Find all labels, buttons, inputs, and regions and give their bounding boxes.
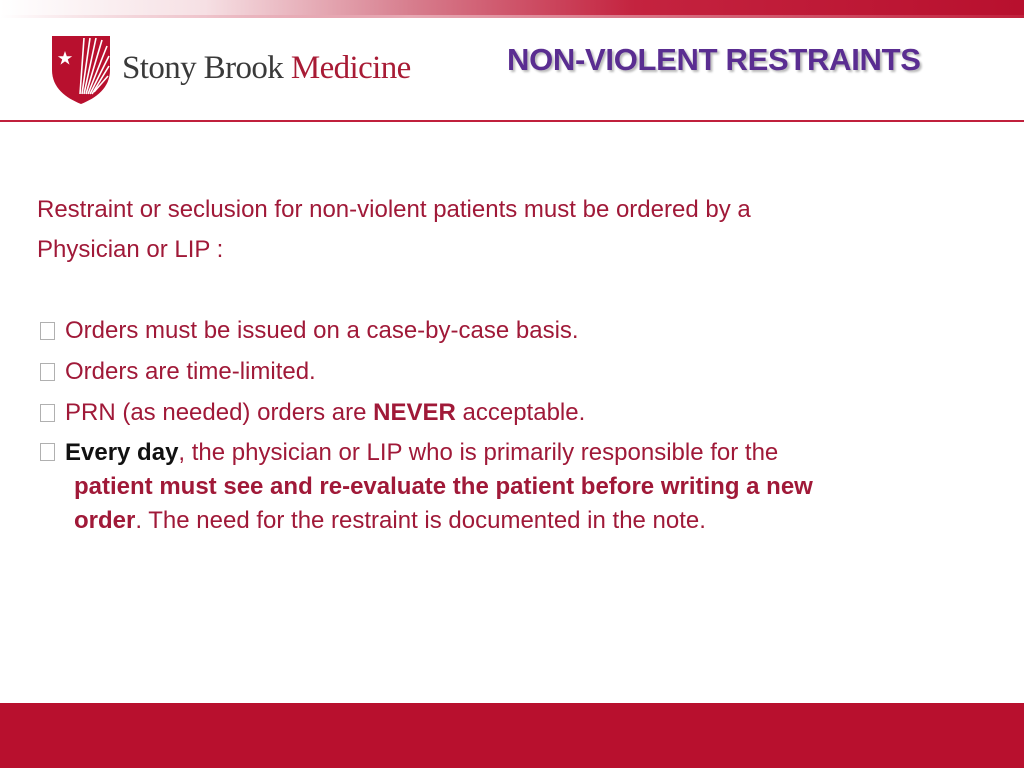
logo-wordmark [122, 50, 411, 87]
header-divider [0, 120, 1024, 122]
top-accent-strip [0, 0, 1024, 18]
emphasis-never: NEVER [373, 399, 456, 426]
empty-square-icon [40, 322, 55, 340]
bullet-item-every-day [37, 433, 997, 538]
empty-square-icon [40, 404, 55, 422]
emphasis-order: order [74, 507, 136, 534]
bullet-item-case-by-case [37, 310, 997, 351]
footer-bar [0, 703, 1024, 768]
bullet-item-prn-never [37, 392, 997, 433]
bullet-text: Orders must be issued on a case-by-case basis. [65, 317, 579, 344]
bullet-text-part1: , the physician or LIP who is primarily responsible for the [178, 439, 779, 466]
intro-line-1: Restraint or seclusion for non-violent patients must be ordered by a [37, 196, 751, 223]
bullet-text-after: acceptable. [455, 399, 586, 426]
bullet-text-part2: . The need for the restraint is documented in the note. [135, 507, 706, 534]
logo-word-stony-brook: Stony Brook [122, 50, 284, 86]
bullet-text-before: PRN (as needed) orders are [65, 399, 374, 426]
intro-line-2: Physician or LIP : [37, 236, 224, 263]
stony-brook-medicine-logo [50, 32, 450, 108]
bullet-list [37, 310, 997, 538]
bullet-continuation [65, 470, 997, 538]
intro-paragraph [37, 190, 997, 270]
slide-content [37, 190, 997, 534]
empty-square-icon [40, 363, 55, 381]
logo-word-medicine: Medicine [290, 50, 411, 86]
slide-title: NON-VIOLENT RESTRAINTS [507, 42, 921, 77]
shield-logo-icon [50, 32, 112, 106]
empty-square-icon [40, 443, 55, 461]
bullet-item-time-limited [37, 351, 997, 392]
bullet-text: Orders are time-limited. [65, 358, 316, 385]
emphasis-every-day: Every day [65, 439, 179, 466]
emphasis-re-evaluate: patient must see and re-evaluate the patient before writing a new [74, 473, 813, 500]
